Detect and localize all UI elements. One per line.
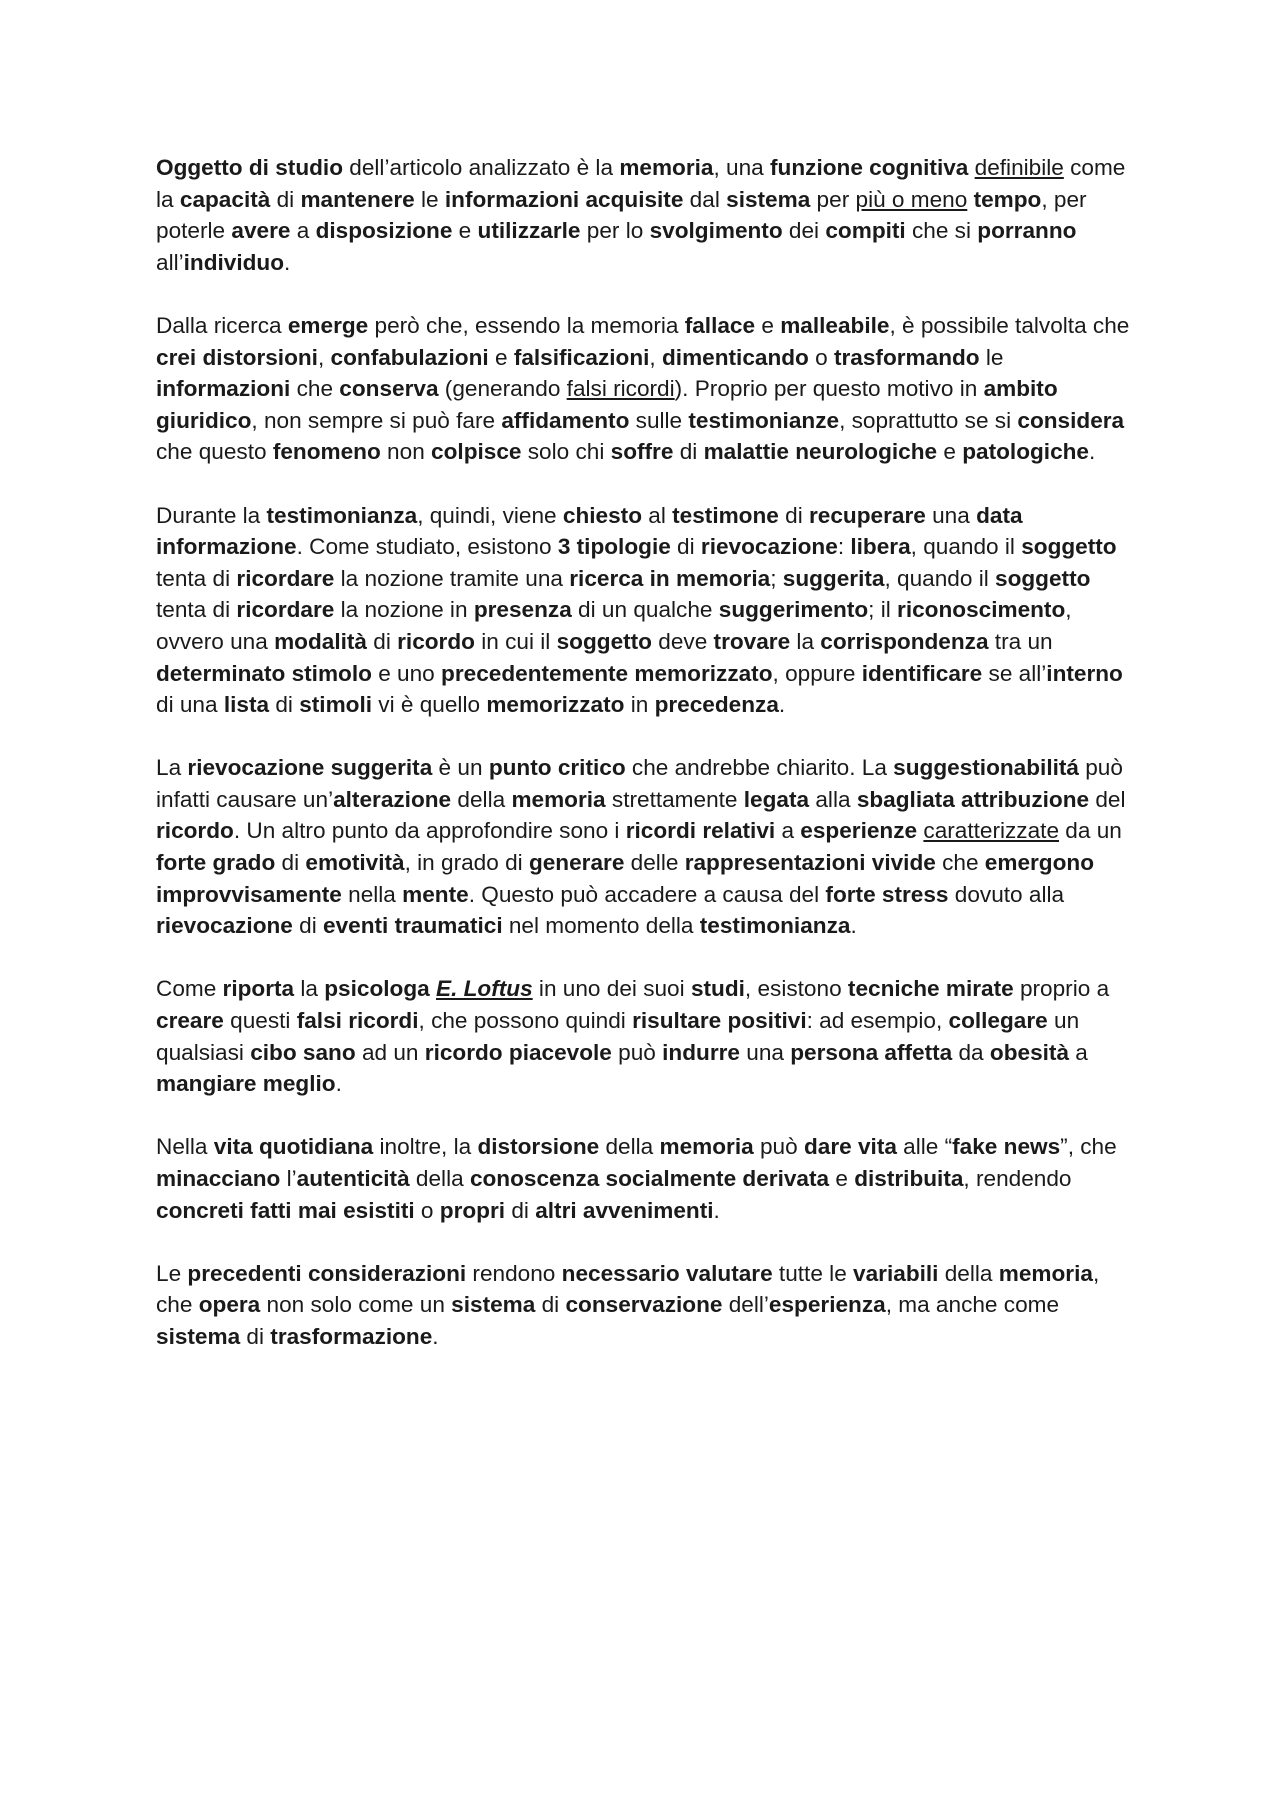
bold-text: propri: [439, 1197, 506, 1223]
bold-text: concreti fatti mai esistiti: [156, 1197, 415, 1223]
text-run: di: [292, 913, 324, 939]
text-run: nella: [341, 881, 403, 907]
bold-text: soggetto: [1021, 534, 1117, 560]
text-run: e uno: [371, 660, 442, 686]
bold-text: modalità: [274, 628, 367, 654]
text-run: e: [829, 1166, 855, 1191]
text-run: di: [673, 439, 704, 465]
bold-text: rievocazione suggerita: [187, 755, 433, 781]
text-run: , per poterle: [156, 186, 1087, 244]
text-run: che si: [905, 218, 978, 244]
bold-text: suggestionabilitá: [893, 755, 1079, 781]
text-run: , che possono quindi: [418, 1008, 633, 1034]
text-run: per lo: [580, 218, 650, 244]
bold-text: determinato stimolo: [156, 660, 372, 686]
paragraph-3: [156, 500, 1136, 721]
text-run: la: [790, 628, 821, 654]
text-run: che: [290, 376, 340, 402]
text-run: all’: [156, 249, 184, 275]
bold-text: capacità: [179, 186, 271, 212]
author-name-link[interactable]: E. Loftus: [436, 976, 533, 1002]
bold-text: distorsione: [477, 1134, 600, 1160]
text-run: di: [366, 628, 398, 654]
bold-text: ricordi relativi: [625, 818, 776, 844]
text-run: .: [850, 913, 857, 939]
bold-text: trovare: [713, 628, 791, 654]
text-run: di: [275, 850, 306, 876]
text-run: delle: [624, 850, 685, 876]
paragraph-7: [156, 1258, 1136, 1353]
bold-text: rappresentazioni vivide: [684, 850, 936, 876]
text-run: proprio a: [1013, 976, 1110, 1002]
text-run: le: [414, 186, 445, 212]
bold-text: precedentemente memorizzato: [441, 660, 773, 686]
bold-text: patologiche: [962, 439, 1089, 465]
bold-text: fallace: [684, 312, 756, 338]
bold-text: corrispondenza: [820, 628, 989, 654]
text-run: .: [713, 1197, 720, 1223]
bold-text: rievocazione: [700, 534, 838, 560]
text-run: e: [488, 344, 514, 370]
text-run: ; il: [868, 597, 898, 623]
bold-text: presenza: [473, 597, 572, 623]
bold-text: opera: [198, 1292, 261, 1318]
bold-text: soggetto: [995, 565, 1091, 591]
bold-text: risultare positivi: [632, 1008, 807, 1034]
text-run: una: [925, 502, 977, 528]
bold-text: emerge: [287, 312, 369, 338]
bold-text: conserva: [339, 376, 439, 402]
text-run: da un: [1059, 818, 1122, 844]
bold-text: sbagliata attribuzione: [856, 786, 1090, 812]
text-run: deve: [651, 628, 714, 654]
bold-text: memoria: [619, 155, 714, 180]
bold-text: memoria: [998, 1260, 1093, 1286]
underlined-text: caratterizzate: [923, 818, 1060, 844]
bold-text: trasformando: [833, 344, 980, 370]
bold-text: lista: [223, 692, 270, 718]
bold-text: precedenza: [654, 692, 779, 718]
bold-text: emergono improvvisamente: [156, 850, 1095, 907]
bold-text: soffre: [610, 439, 674, 465]
bold-text: testimone: [672, 502, 779, 528]
bold-text: psicologa: [324, 976, 430, 1002]
text-run: alla: [809, 786, 857, 812]
bold-text: legata: [743, 786, 810, 812]
text-run: inoltre, la: [373, 1134, 478, 1160]
bold-text: indurre: [662, 1039, 740, 1065]
text-run: nel momento della: [502, 913, 700, 939]
bold-text: ricordare: [236, 597, 335, 623]
text-run: , quando il: [884, 565, 996, 591]
bold-text: mente: [402, 881, 469, 907]
bold-text: avere: [231, 218, 291, 244]
text-run: le: [979, 344, 1004, 370]
text-run: non solo come un: [260, 1292, 452, 1318]
bold-text: confabulazioni: [330, 344, 489, 370]
bold-text: Oggetto di studio: [156, 155, 343, 180]
bold-text: variabili: [853, 1260, 939, 1286]
text-run: questi: [223, 1008, 297, 1034]
text-run: Durante la: [156, 502, 267, 528]
bold-text: dare vita: [803, 1134, 897, 1160]
text-run: può: [611, 1039, 663, 1065]
text-run: (generando: [438, 376, 567, 402]
bold-text: identificare: [861, 660, 983, 686]
text-run: di un qualche: [571, 597, 719, 623]
text-run: ). Proprio per questo motivo in: [674, 376, 984, 402]
bold-text: falsi ricordi: [296, 1008, 419, 1034]
text-run: strettamente: [605, 786, 744, 812]
bold-text: data informazione: [156, 502, 1023, 560]
text-run: a: [290, 218, 316, 244]
bold-text: malattie neurologiche: [703, 439, 938, 465]
bold-text: punto critico: [488, 755, 626, 781]
text-run: di: [270, 186, 301, 212]
text-run: Le: [156, 1260, 188, 1286]
text-run: in cui il: [474, 628, 557, 654]
bold-text: riporta: [222, 976, 295, 1002]
bold-text: compiti: [825, 218, 906, 244]
text-run: di: [670, 534, 701, 560]
bold-text: fenomeno: [272, 439, 381, 465]
text-run: ad un: [355, 1039, 425, 1065]
text-run: , quando il: [910, 534, 1022, 560]
bold-text: conoscenza socialmente derivata: [469, 1166, 830, 1191]
text-run: dovuto alla: [948, 881, 1065, 907]
text-run: , oppure: [772, 660, 862, 686]
underlined-text: definibile: [974, 155, 1064, 180]
bold-text: libera: [850, 534, 911, 560]
bold-text: alterazione: [333, 786, 452, 812]
bold-text: ricordo: [156, 818, 234, 844]
bold-text: ricordo: [397, 628, 475, 654]
text-run: o: [808, 344, 834, 370]
bold-text: autenticità: [296, 1166, 410, 1191]
bold-text: tecniche mirate: [847, 976, 1014, 1002]
text-run: :: [837, 534, 851, 560]
bold-text: generare: [528, 850, 625, 876]
text-run: a: [775, 818, 801, 844]
bold-text: memoria: [511, 786, 606, 812]
bold-text: testimonianza: [266, 502, 418, 528]
text-run: della: [938, 1260, 999, 1286]
text-run: .: [335, 1071, 342, 1097]
bold-text: testimonianza: [699, 913, 851, 939]
bold-text: sistema: [451, 1292, 536, 1318]
text-run: dal: [683, 186, 727, 212]
text-run: di: [240, 1323, 271, 1349]
text-run: in: [624, 692, 655, 718]
paragraph-1: [156, 152, 1136, 278]
text-run: della: [409, 1166, 470, 1191]
bold-text: eventi traumatici: [323, 913, 503, 939]
bold-text: esperienza: [768, 1292, 886, 1318]
text-run: della: [599, 1134, 660, 1160]
text-run: che: [935, 850, 985, 876]
bold-text: informazioni: [156, 376, 291, 402]
text-run: che andrebbe chiarito. La: [625, 755, 894, 781]
text-run: e: [937, 439, 963, 465]
text-run: la nozione in: [334, 597, 474, 623]
bold-text: forte stress: [825, 881, 949, 907]
bold-text: 3 tipologie: [557, 534, 671, 560]
text-run: Dalla ricerca: [156, 312, 288, 338]
bold-text: conservazione: [565, 1292, 723, 1318]
text-run: , quindi, viene: [417, 502, 563, 528]
bold-text: dimenticando: [661, 344, 809, 370]
text-run: è un: [432, 755, 489, 781]
text-run: , ma anche come: [885, 1292, 1060, 1318]
bold-text: colpisce: [431, 439, 522, 465]
text-run: .: [778, 692, 786, 718]
bold-text: falsificazioni: [513, 344, 650, 370]
text-run: , rendendo: [963, 1166, 1072, 1191]
text-run: di: [535, 1292, 566, 1318]
text-run: non: [380, 439, 432, 465]
text-run: se all’: [982, 660, 1047, 686]
text-run: .: [432, 1323, 439, 1349]
text-run: dell’: [722, 1292, 769, 1318]
text-run: o: [414, 1197, 440, 1223]
bold-text: minacciano: [156, 1166, 281, 1191]
text-run: .: [284, 249, 291, 275]
bold-text: suggerita: [782, 565, 885, 591]
text-run: e: [452, 218, 478, 244]
bold-text: obesità: [989, 1039, 1070, 1065]
bold-text: ricerca in memoria: [569, 565, 771, 591]
text-run: un qualsiasi: [156, 1008, 1080, 1065]
bold-text: svolgimento: [649, 218, 783, 244]
bold-text: distribuita: [854, 1166, 964, 1191]
bold-text: fake news: [952, 1134, 1061, 1160]
bold-text: cibo sano: [250, 1039, 356, 1065]
text-run: di: [778, 502, 809, 528]
text-run: , esistono: [744, 976, 848, 1002]
text-run: una: [739, 1039, 791, 1065]
text-run: ,: [317, 344, 331, 370]
text-run: . Un altro punto da approfondire sono i: [233, 818, 626, 844]
bold-text: memorizzato: [486, 692, 625, 718]
text-run: ”, che: [1060, 1134, 1117, 1160]
bold-text: mantenere: [300, 186, 415, 212]
bold-text: interno: [1046, 660, 1123, 686]
bold-text: persona affetta: [790, 1039, 953, 1065]
bold-text: funzione cognitiva: [770, 155, 969, 180]
bold-text: suggerimento: [718, 597, 869, 623]
text-run: può infatti causare un’: [156, 755, 1123, 812]
bold-text: forte grado: [156, 850, 276, 876]
text-run: di una: [156, 692, 224, 718]
bold-text: sistema: [156, 1323, 241, 1349]
paragraph-6: [156, 1131, 1136, 1226]
text-run: la: [294, 976, 325, 1002]
text-run: rendono: [466, 1260, 562, 1286]
text-run: di: [269, 692, 300, 718]
text-run: , una: [713, 155, 771, 180]
paragraph-4: [156, 752, 1136, 942]
bold-text: individuo: [183, 249, 285, 275]
bold-text: utilizzarle: [477, 218, 581, 244]
text-run: Nella: [156, 1134, 214, 1160]
bold-text: recuperare: [809, 502, 926, 528]
bold-text: testimonianze: [688, 407, 840, 433]
text-run: a: [1069, 1039, 1088, 1065]
text-run: .: [1089, 439, 1096, 465]
bold-text: collegare: [948, 1008, 1048, 1034]
text-run: di: [505, 1197, 536, 1223]
text-run: tutte le: [772, 1260, 854, 1286]
bold-text: studi: [690, 976, 745, 1002]
text-run: può: [753, 1134, 804, 1160]
text-run: tenta di: [156, 565, 237, 591]
text-run: in uno dei suoi: [532, 976, 691, 1002]
text-run: come la: [156, 155, 1126, 212]
bold-text: esperienze: [800, 818, 918, 844]
text-run: alle “: [896, 1134, 953, 1160]
bold-text: affidamento: [501, 407, 630, 433]
text-run: , che: [156, 1260, 1100, 1318]
bold-text: emotività: [305, 850, 405, 876]
text-run: dei: [782, 218, 826, 244]
bold-text: soggetto: [556, 628, 652, 654]
paragraph-5: [156, 973, 1136, 1099]
text-run: l’: [280, 1166, 297, 1191]
underlined-text: più o meno: [855, 186, 968, 212]
document-body: [156, 152, 1136, 1384]
text-run: e: [755, 312, 781, 338]
text-run: La: [156, 755, 188, 781]
text-run: da: [952, 1039, 990, 1065]
bold-text: creare: [156, 1008, 224, 1034]
text-run: tenta di: [156, 597, 237, 623]
text-run: . Come studiato, esistono: [296, 534, 558, 560]
text-run: della: [451, 786, 512, 812]
text-run: la nozione tramite una: [334, 565, 570, 591]
bold-text: mangiare meglio: [156, 1071, 336, 1097]
text-run: , è possibile talvolta che: [889, 312, 1130, 338]
bold-text: porranno: [977, 218, 1077, 244]
bold-text: sistema: [726, 186, 811, 212]
bold-text: informazioni acquisite: [444, 186, 684, 212]
text-run: per: [810, 186, 856, 212]
bold-text: necessario valutare: [561, 1260, 773, 1286]
text-run: però che, essendo la memoria: [368, 312, 685, 338]
text-run: sulle: [629, 407, 689, 433]
text-run: . Questo può accadere a causa del: [468, 881, 826, 907]
text-run: , non sempre si può fare: [251, 407, 502, 433]
paragraph-2: [156, 310, 1136, 468]
bold-text: vita quotidiana: [213, 1134, 374, 1160]
bold-text: ambito giuridico: [156, 376, 1058, 433]
text-run: ;: [770, 565, 783, 591]
bold-text: memoria: [659, 1134, 754, 1160]
bold-text: disposizione: [315, 218, 453, 244]
bold-text: ricordo piacevole: [424, 1039, 612, 1065]
text-run: , soprattutto se si: [839, 407, 1018, 433]
bold-text: tempo: [973, 186, 1042, 212]
bold-text: malleabile: [780, 312, 890, 338]
text-run: che questo: [156, 439, 273, 465]
text-run: : ad esempio,: [806, 1008, 949, 1034]
text-run: ,: [649, 344, 662, 370]
bold-text: riconoscimento: [897, 597, 1066, 623]
underlined-text: falsi ricordi: [566, 376, 675, 402]
bold-text: precedenti considerazioni: [187, 1260, 467, 1286]
text-run: dell’articolo analizzato è la: [343, 155, 620, 180]
text-run: , ovvero una: [156, 597, 1072, 654]
bold-text: trasformazione: [270, 1323, 433, 1349]
bold-text: chiesto: [562, 502, 642, 528]
text-run: Come: [156, 976, 223, 1002]
bold-text: ricordare: [236, 565, 335, 591]
text-run: solo chi: [521, 439, 611, 465]
bold-text: crei distorsioni: [156, 344, 318, 370]
bold-text: considera: [1017, 407, 1125, 433]
bold-text: stimoli: [299, 692, 373, 718]
text-run: tra un: [988, 628, 1053, 654]
text-run: al: [642, 502, 673, 528]
text-run: vi è quello: [372, 692, 487, 718]
bold-text: altri avvenimenti: [535, 1197, 714, 1223]
text-run: del: [1089, 786, 1126, 812]
text-run: , in grado di: [404, 850, 529, 876]
bold-text: rievocazione: [156, 913, 293, 939]
